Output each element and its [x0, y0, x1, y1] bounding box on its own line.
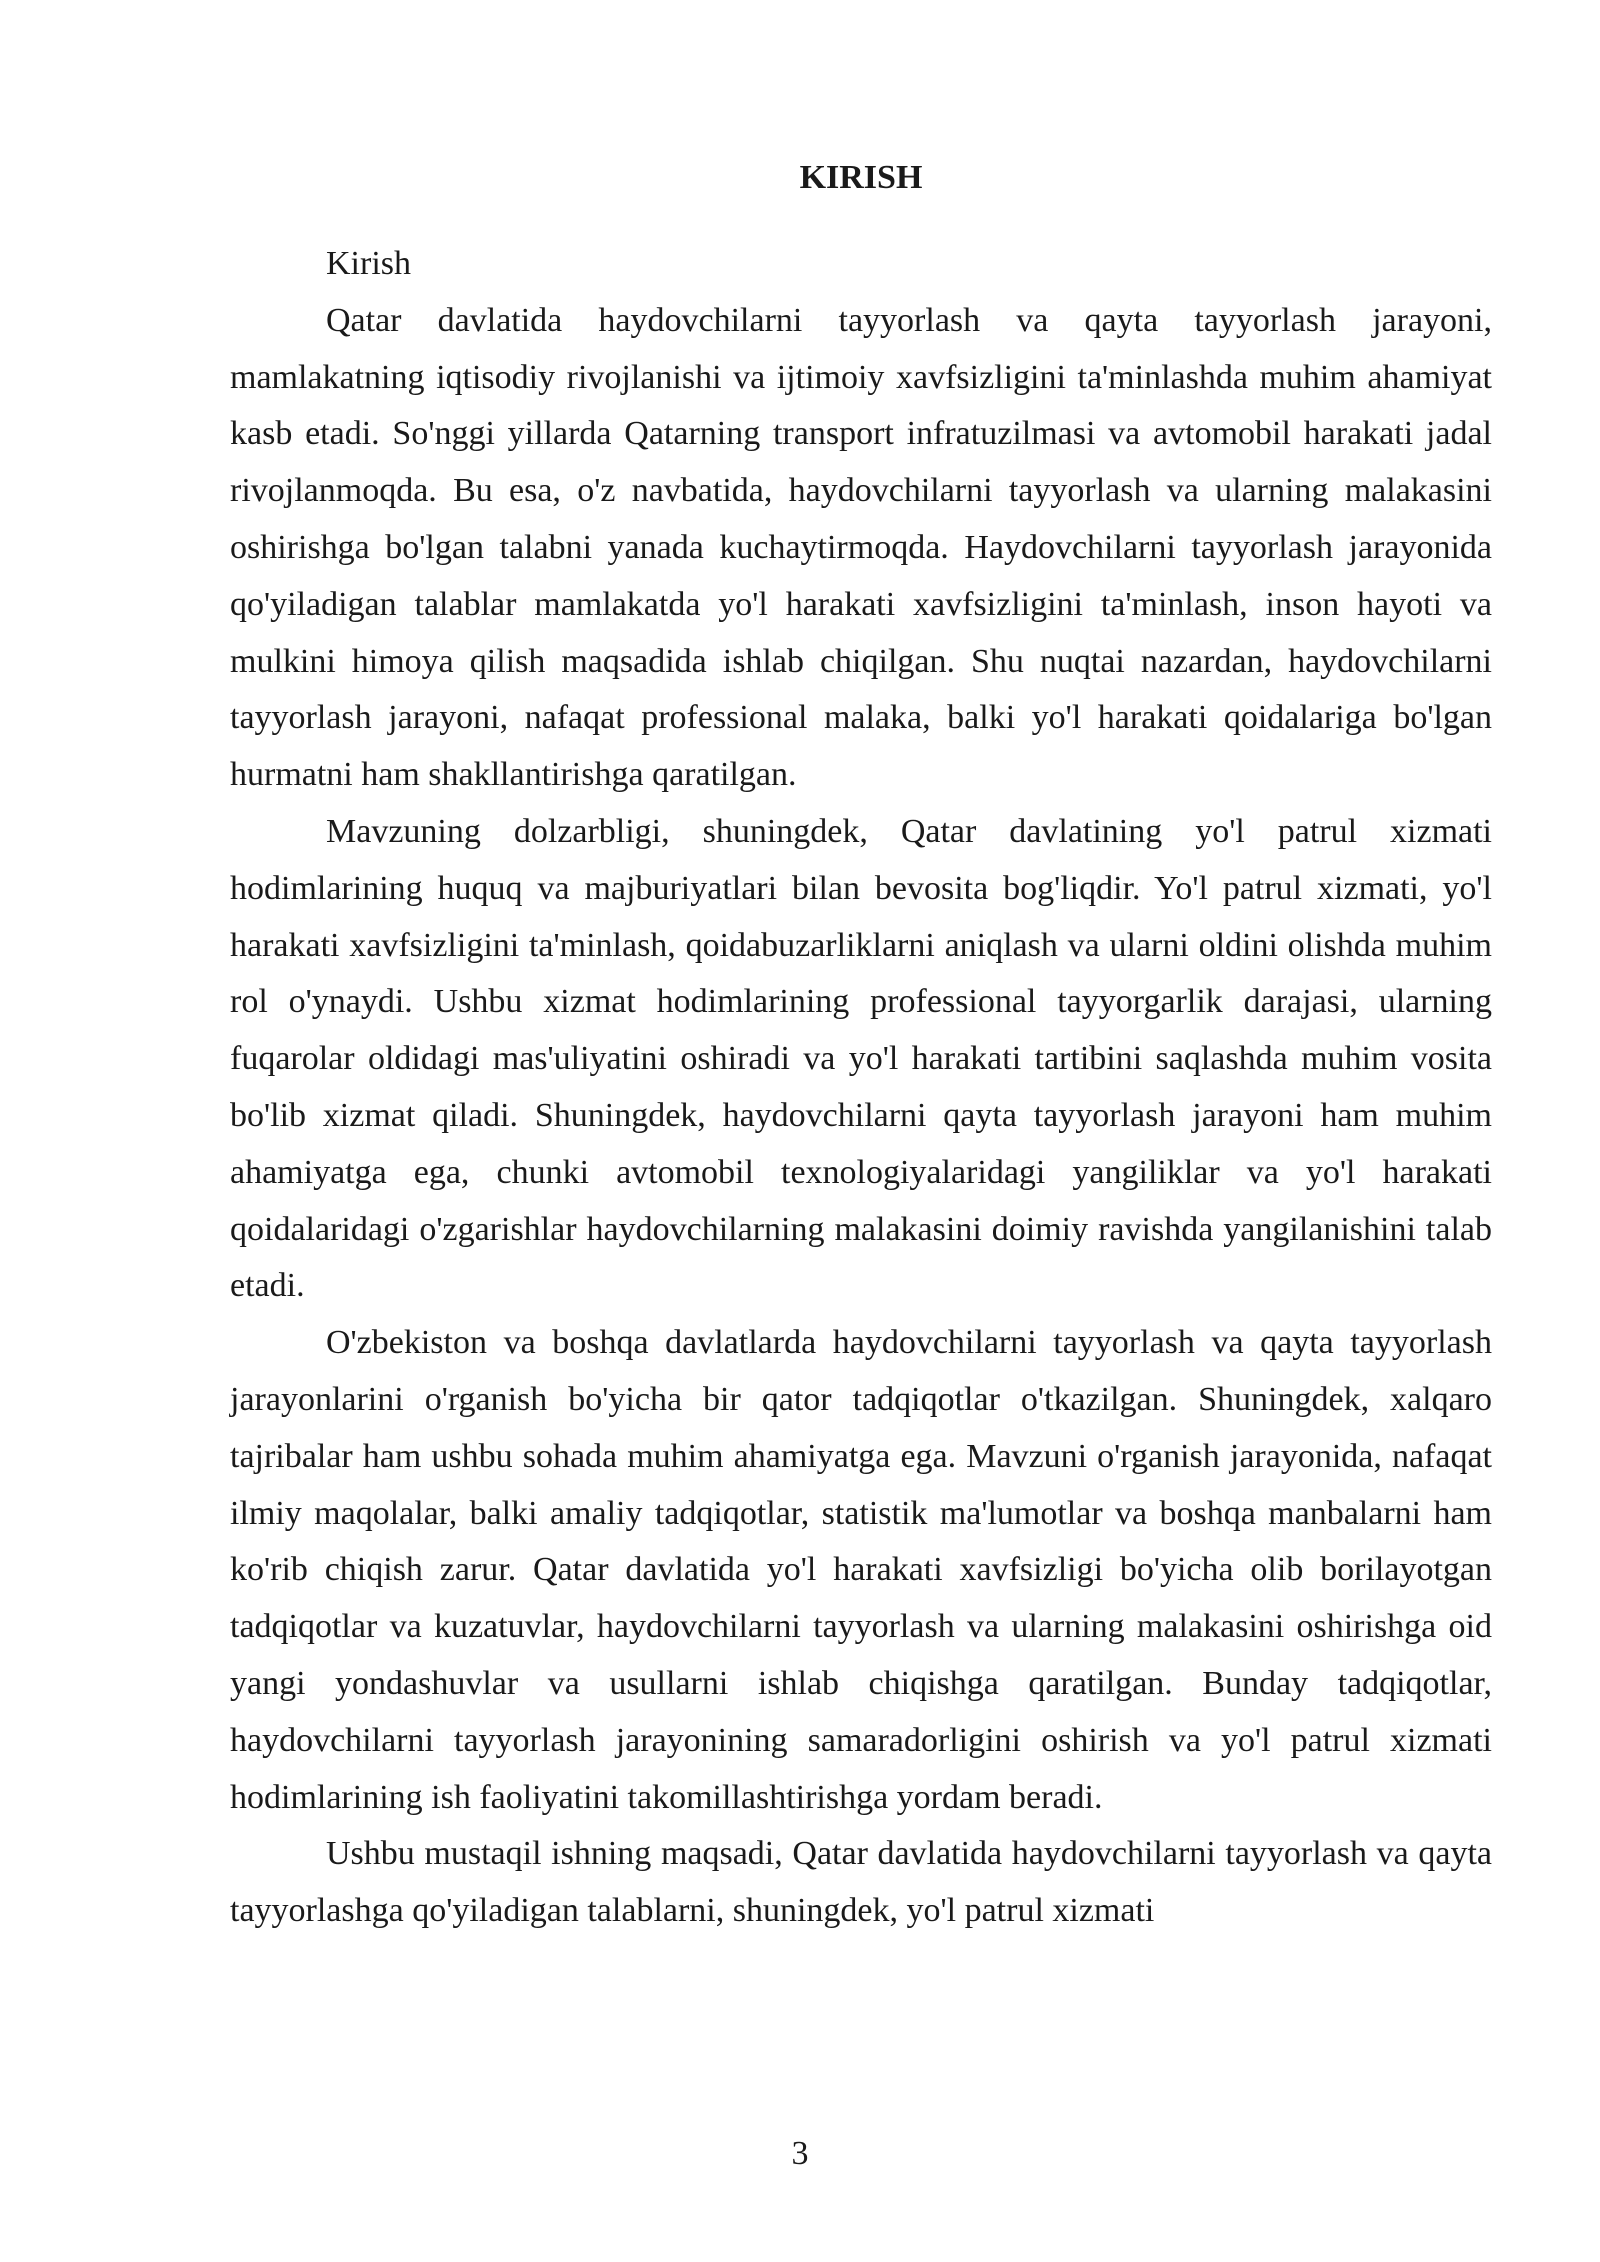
page-number: 3 [791, 2135, 809, 2172]
paragraph-2: Mavzuning dolzarbligi, shuningdek, Qatar davlatining yo'l patrul xizmati hodimlarining huquq va majburiyatlari bilan bevosita bog'liqdir. Yo'l patrul xizmati, yo'l harakati xavfsizligini ta'minlash, qoidabuzarliklarni aniqlash va ularni oldini olishda muhim rol o'ynaydi. Ushbu xizmat hodimlarining professional tayyorgarlik darajasi, ularning fuqarolar oldidagi mas'uliyatini oshiradi va yo'l harakati tartibini saqlashda muhim vosita bo'lib xizmat qiladi. Shuningdek, haydovchilarni qayta tayyorlash jarayoni ham muhim ahamiyatga ega, chunki avtomobil texnologiyalaridagi yangiliklar va yo'l harakati qoidalaridagi o'zgarishlar haydovchilarning malakasini doimiy ravishda yangilanishini talab etadi. [230, 812, 1492, 1305]
section-subtitle: Kirish [326, 245, 411, 282]
paragraph-4: Ushbu mustaqil ishning maqsadi, Qatar davlatida haydovchilarni tayyorlash va qayta tayyorlashga qo'yiladigan talablarni, shuningdek, yo'l patrul xizmati [230, 1835, 1492, 1930]
page-title: KIRISH [799, 159, 923, 196]
document-page [230, 150, 1492, 1940]
paragraph-1: Qatar davlatida haydovchilarni tayyorlash va qayta tayyorlash jarayoni, mamlakatning iqtisodiy rivojlanishi va ijtimoiy xavfsizligini ta'minlashda muhim ahamiyat kasb etadi. So'nggi yillarda Qatarning transport infratuzilmasi va avtomobil harakati jadal rivojlanmoqda. Bu esa, o'z navbatida, haydovchilarni tayyorlash va ularning malakasini oshirishga bo'lgan talabni yanada kuchaytirmoqda. Haydovchilarni tayyorlash jarayonida qo'yiladigan talablar mamlakatda yo'l harakati xavfsizligini ta'minlash, inson hayoti va mulkini himoya qilish maqsadida ishlab chiqilgan. Shu nuqtai nazardan, haydovchilarni tayyorlash jarayoni, nafaqat professional malaka, balki yo'l harakati qoidalariga bo'lgan hurmatni ham shakllantirishga qaratilgan. [230, 301, 1492, 794]
paragraph-3: O'zbekiston va boshqa davlatlarda haydovchilarni tayyorlash va qayta tayyorlash jarayonlarini o'rganish bo'yicha bir qator tadqiqotlar o'tkazilgan. Shuningdek, xalqaro tajribalar ham ushbu sohada muhim ahamiyatga ega. Mavzuni o'rganish jarayonida, nafaqat ilmiy maqolalar, balki amaliy tadqiqotlar, statistik ma'lumotlar va boshqa manbalarni ham ko'rib chiqish zarur. Qatar davlatida yo'l harakati xavfsizligi bo'yicha olib borilayotgan tadqiqotlar va kuzatuvlar, haydovchilarni tayyorlash va ularning malakasini oshirishga oid yangi yondashuvlar va usullarni ishlab chiqishga qaratilgan. Bunday tadqiqotlar, haydovchilarni tayyorlash jarayonining samaradorligini oshirish va yo'l patrul xizmati hodimlarining ish faoliyatini takomillashtirishga yordam beradi. [230, 1324, 1492, 1816]
